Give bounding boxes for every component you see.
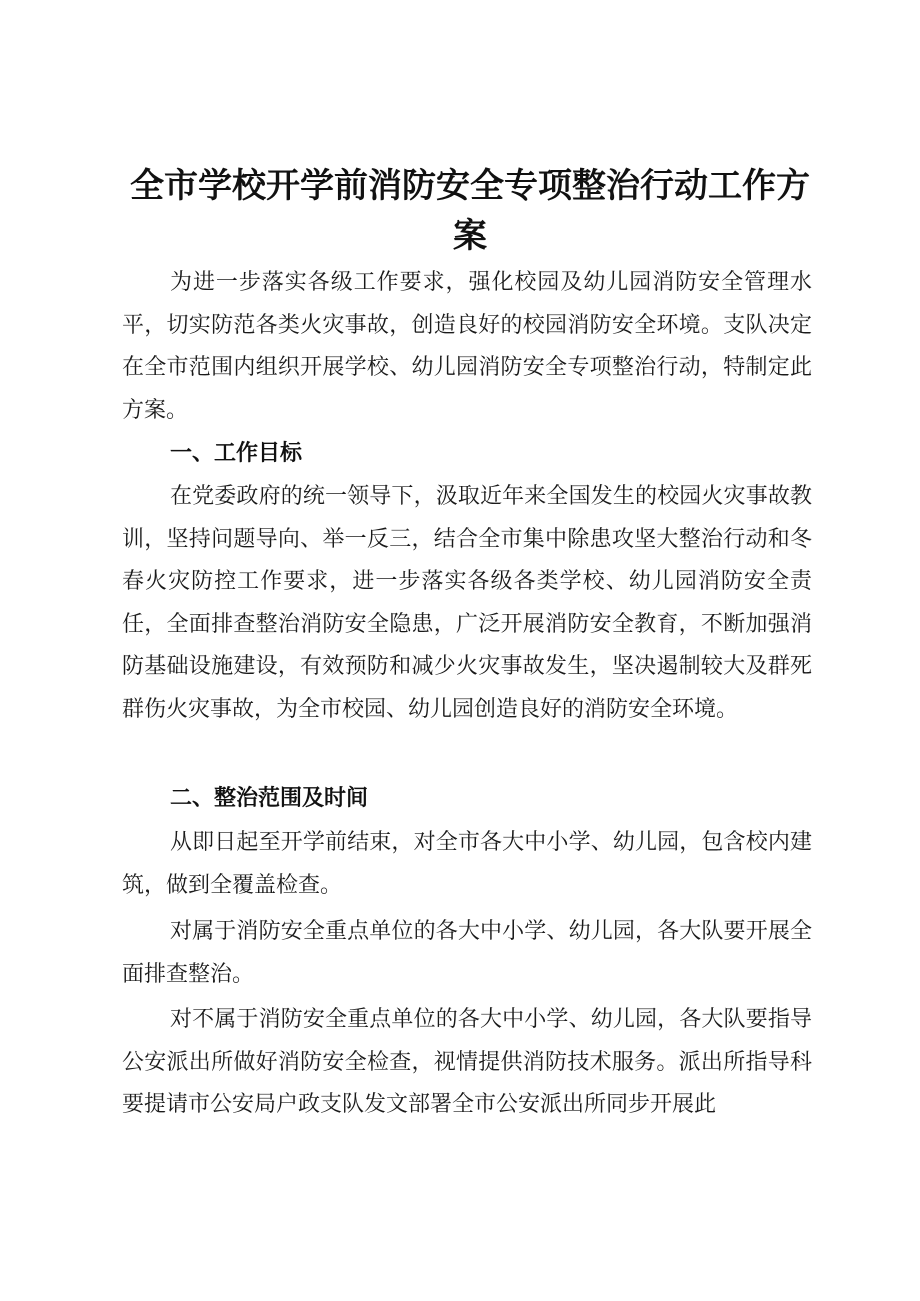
section2-heading: 二、整治范围及时间 <box>170 786 369 811</box>
document-title-line1: 全市学校开学前消防安全专项整治行动工作方 <box>130 166 810 206</box>
section1-paragraph: 在党委政府的统一领导下，汲取近年来全国发生的校园火灾事故教训，坚持问题导向、举一反三，结合全市集中除患攻坚大整治行动和冬春火灾防控工作要求，进一步落实各级各类学校、幼儿园消防安全责任，全面排查整治消防安全隐患，广泛开展消防安全教育，不断加强消防基础设施建设，有效预防和减少火灾事故发生，坚决遏制较大及群死群伤火灾事故，为全市校园、幼儿园创造良好的消防安全环境。 <box>122 484 812 722</box>
section2-paragraph-2: 对属于消防安全重点单位的各大中小学、幼儿园，各大队要开展全面排查整治。 <box>122 919 812 987</box>
section2-paragraph-3: 对不属于消防安全重点单位的各大中小学、幼儿园，各大队要指导公安派出所做好消防安全检查，视情提供消防技术服务。派出所指导科要提请市公安局户政支队发文部署全市公安派出所同步开展此 <box>122 1007 812 1117</box>
section1-heading: 一、工作目标 <box>170 441 303 466</box>
section2-paragraph-1: 从即日起至开学前结束，对全市各大中小学、幼儿园，包含校内建筑，做到全覆盖检查。 <box>122 830 812 898</box>
intro-paragraph: 为进一步落实各级工作要求，强化校园及幼儿园消防安全管理水平，切实防范各类火灾事故，创造良好的校园消防安全环境。支队决定在全市范围内组织开展学校、幼儿园消防安全专项整治行动，特制定此方案。 <box>122 270 812 423</box>
document-title-line2: 案 <box>453 216 487 256</box>
